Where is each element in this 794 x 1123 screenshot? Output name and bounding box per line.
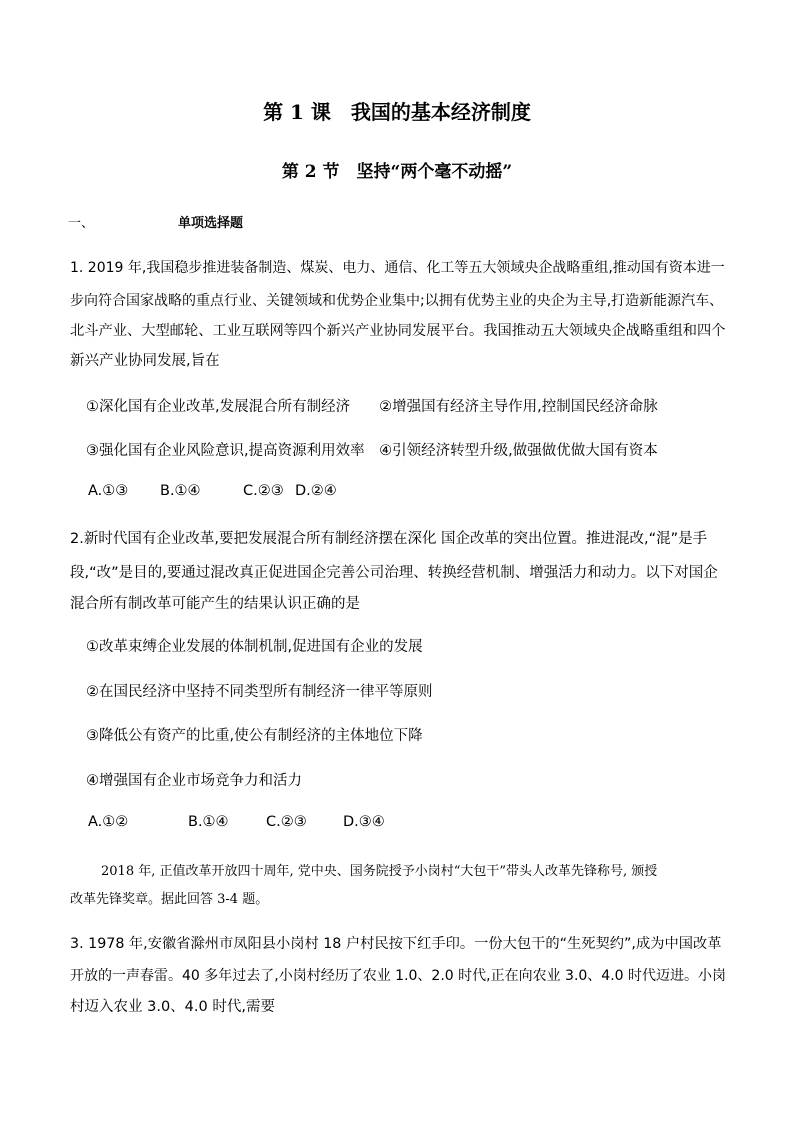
question-1-line: 1. 2019 年,我国稳步推进装备制造、煤炭、电力、通信、化工等五大领域央企战略重组,推动国有资本进一 [70, 260, 725, 276]
answer-choice[interactable]: B.①④ [188, 814, 229, 830]
answer-choice[interactable]: A.①③ [88, 483, 129, 499]
question-2-option: ②在国民经济中坚持不同类型所有制经济一律平等原则 [86, 684, 433, 700]
answer-choice[interactable]: D.②④ [295, 483, 337, 499]
part-name: 单项选择题 [178, 216, 244, 231]
question-2-option: ④增强国有企业市场竞争力和活力 [86, 773, 302, 789]
answer-choice[interactable]: A.①② [88, 814, 129, 830]
question-1-option-row: ③强化国有企业风险意识,提高资源利用效率 ④引领经济转型升级,做强做优做大国有资本 [86, 443, 658, 459]
question-2-line: 混合所有制改革可能产生的结果认识正确的是 [70, 596, 360, 612]
question-3-line: 3. 1978 年,安徽省滁州市凤阳县小岗村 18 户村民按下红手印。一份大包干的“生死契约”,成为中国改革 [70, 936, 722, 952]
question-3-line: 开放的一声春雷。40 多年过去了,小岗村经历了农业 1.0、2.0 时代,正在向农业 3.0、4.0 时代迈进。小岗 [70, 968, 727, 984]
question-3-line: 村迈入农业 3.0、4.0 时代,需要 [70, 999, 275, 1015]
material-line: 2018 年, 正值改革开放四十周年, 党中央、国务院授予小岗村“大包干”带头人改革先锋称号, 颁授 [101, 864, 658, 879]
lesson-title: 第 1 课 我国的基本经济制度 [263, 100, 531, 124]
answer-choice[interactable]: D.③④ [343, 814, 385, 830]
question-2-line: 2.新时代国有企业改革,要把发展混合所有制经济摆在深化 国企改革的突出位置。推进混改,“混”是手 [70, 531, 708, 547]
answer-choice[interactable]: C.②③ [243, 483, 284, 499]
section-title: 第 2 节 坚持“两个毫不动摇” [281, 162, 513, 182]
question-1-line: 北斗产业、大型邮轮、工业互联网等四个新兴产业协同发展平台。我国推动五大领域央企战略重组和四个 [70, 323, 726, 339]
part-number: 一、 [68, 216, 95, 231]
question-2-option: ③降低公有资产的比重,使公有制经济的主体地位下降 [86, 728, 423, 744]
material-line: 改革先锋奖章。据此回答 3-4 题。 [70, 892, 269, 907]
question-1-line: 步向符合国家战略的重点行业、关键领域和优势企业集中;以拥有优势主业的央企为主导,打造新能源汽车、 [70, 293, 724, 309]
answer-choice[interactable]: C.②③ [266, 814, 307, 830]
answer-choice[interactable]: B.①④ [160, 483, 201, 499]
question-2-line: 段,“改”是目的,要通过混改真正促进国企完善公司治理、转换经营机制、增强活力和动力。以下对国企 [70, 565, 718, 581]
question-1-line: 新兴产业协同发展,旨在 [70, 353, 220, 369]
question-1-option-row: ①深化国有企业改革,发展混合所有制经济 ②增强国有经济主导作用,控制国民经济命脉 [86, 399, 658, 415]
question-2-option: ①改革束缚企业发展的体制机制,促进国有企业的发展 [86, 639, 423, 655]
